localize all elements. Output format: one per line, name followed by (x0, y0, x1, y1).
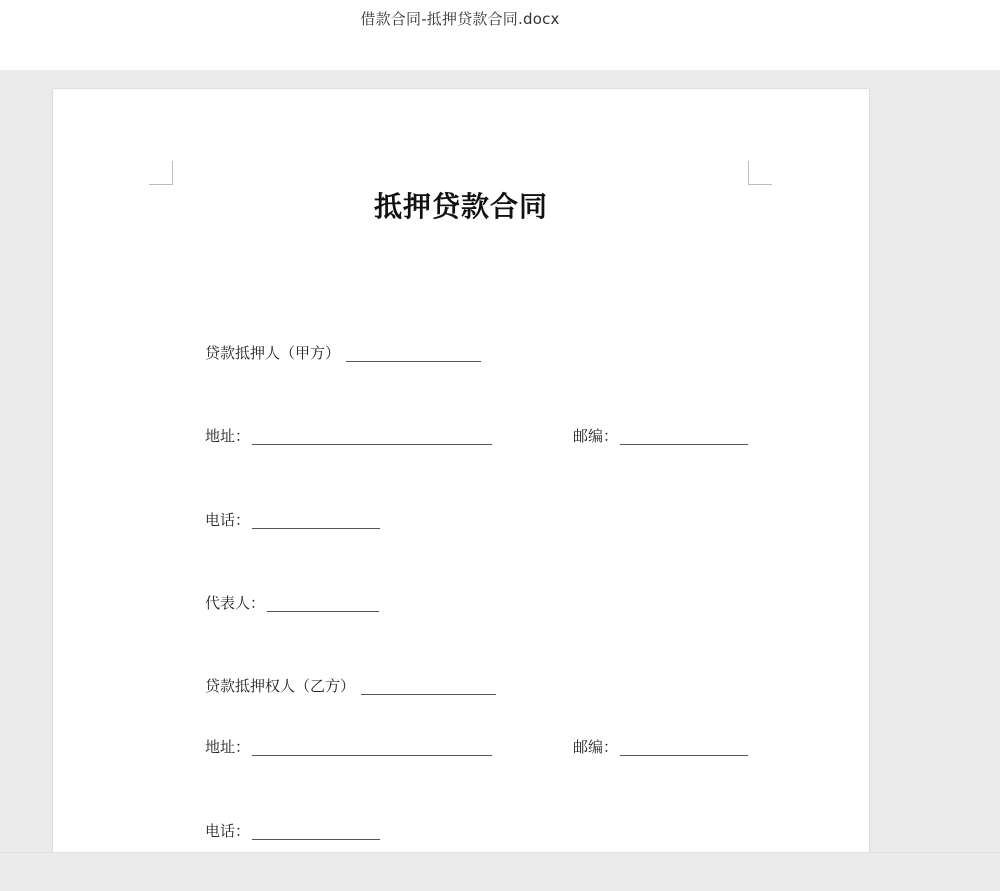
postcode-1-blank[interactable] (620, 428, 748, 445)
crop-mark-top-left (149, 161, 173, 185)
party-a-blank[interactable] (346, 345, 481, 362)
phone-2-blank[interactable] (252, 823, 380, 840)
crop-mark-top-right (748, 161, 772, 185)
representative-blank[interactable] (267, 595, 379, 612)
address-2-label: 地址： (205, 738, 251, 756)
phone-1-field (205, 510, 380, 532)
document-page[interactable] (53, 89, 869, 869)
postcode-1-field (573, 426, 748, 448)
address-2-field (205, 737, 492, 759)
title-bar (0, 0, 1000, 70)
address-1-field (205, 426, 492, 448)
address-1-label: 地址： (205, 427, 251, 445)
contract-title: 抵押贷款合同 (373, 190, 548, 223)
address-2-blank[interactable] (252, 739, 492, 756)
address-1-blank[interactable] (252, 428, 492, 445)
postcode-2-blank[interactable] (620, 739, 748, 756)
phone-2-field (205, 821, 380, 843)
party-b-label: 贷款抵押权人（乙方） (205, 677, 356, 695)
document-filename: 借款合同-抵押贷款合同.docx (360, 10, 560, 28)
postcode-1-label: 邮编： (573, 427, 619, 445)
phone-1-blank[interactable] (252, 512, 380, 529)
postcode-2-field (573, 737, 748, 759)
bottom-bar (0, 852, 1000, 891)
party-b-blank[interactable] (361, 678, 496, 695)
party-b-field (205, 676, 496, 698)
party-a-field (205, 343, 481, 365)
phone-1-label: 电话： (205, 511, 251, 529)
phone-2-label: 电话： (205, 822, 251, 840)
postcode-2-label: 邮编： (573, 738, 619, 756)
representative-field (205, 593, 379, 615)
representative-label: 代表人： (205, 594, 266, 612)
party-a-label: 贷款抵押人（甲方） (205, 344, 341, 362)
